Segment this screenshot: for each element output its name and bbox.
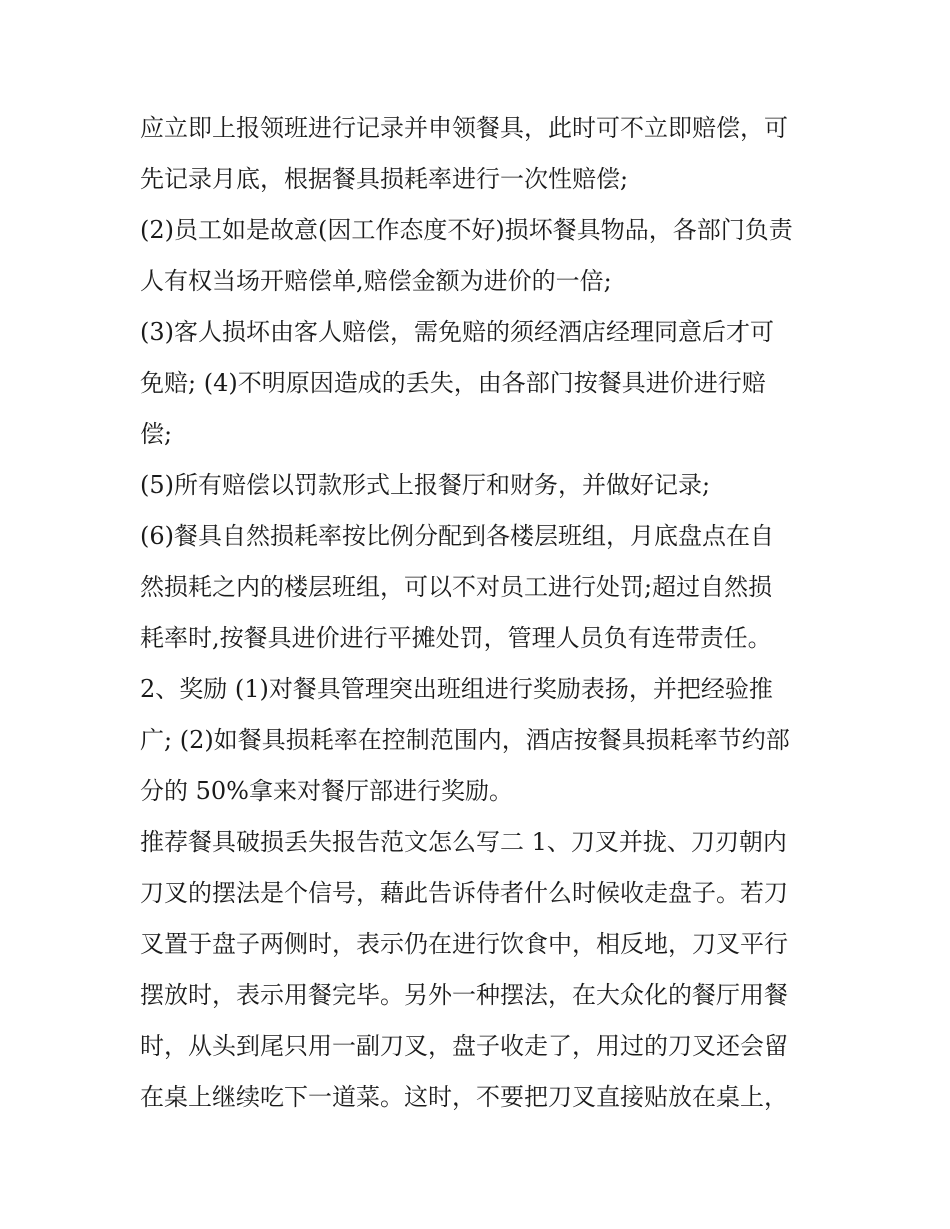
text-line-6: 免赔; (4)不明原因造成的丢失，由各部门按餐具进价进行赔 [140,369,766,397]
text-line-20: 在桌上继续吃下一道菜。这时，不要把刀叉直接贴放在桌上， [140,1083,788,1111]
text-line-5: (3)客人损坏由客人赔偿，需免赔的须经酒店经理同意后才可 [140,318,774,346]
text-line-3: (2)员工如是故意(因工作态度不好)损坏餐具物品，各部门负责 [140,216,793,244]
text-line-2: 先记录月底，根据餐具损耗率进行一次性赔偿; [140,165,629,193]
text-line-7: 偿; [140,420,173,448]
text-line-15: 推荐餐具破损丢失报告范文怎么写二 1、刀叉并拢、刀刃朝内 [140,828,787,856]
text-line-12: 2、奖励 (1)对餐具管理突出班组进行奖励表扬，并把经验推 [140,675,773,703]
text-line-8: (5)所有赔偿以罚款形式上报餐厅和财务，并做好记录; [140,471,711,499]
text-line-4: 人有权当场开赔偿单,赔偿金额为进价的一倍; [140,267,612,295]
text-line-13: 广; (2)如餐具损耗率在控制范围内，酒店按餐具损耗率节约部 [140,726,790,754]
text-line-16: 刀叉的摆法是个信号，藉此告诉侍者什么时候收走盘子。若刀 [140,879,788,907]
document-body [140,103,820,1123]
text-line-18: 摆放时，表示用餐完毕。另外一种摆法，在大众化的餐厅用餐 [140,981,788,1009]
text-line-10: 然损耗之内的楼层班组，可以不对员工进行处罚;超过自然损 [140,573,773,601]
text-line-19: 时，从头到尾只用一副刀叉，盘子收走了，用过的刀叉还会留 [140,1032,788,1060]
text-line-9: (6)餐具自然损耗率按比例分配到各楼层班组，月底盘点在自 [140,522,774,550]
text-line-14: 分的 50%拿来对餐厅部进行奖励。 [140,777,513,805]
text-line-11: 耗率时,按餐具进价进行平摊处罚，管理人员负有连带责任。 [140,624,772,652]
text-line-17: 叉置于盘子两侧时，表示仍在进行饮食中，相反地，刀叉平行 [140,930,788,958]
text-line-1: 应立即上报领班进行记录并申领餐具，此时可不立即赔偿，可 [140,114,788,142]
